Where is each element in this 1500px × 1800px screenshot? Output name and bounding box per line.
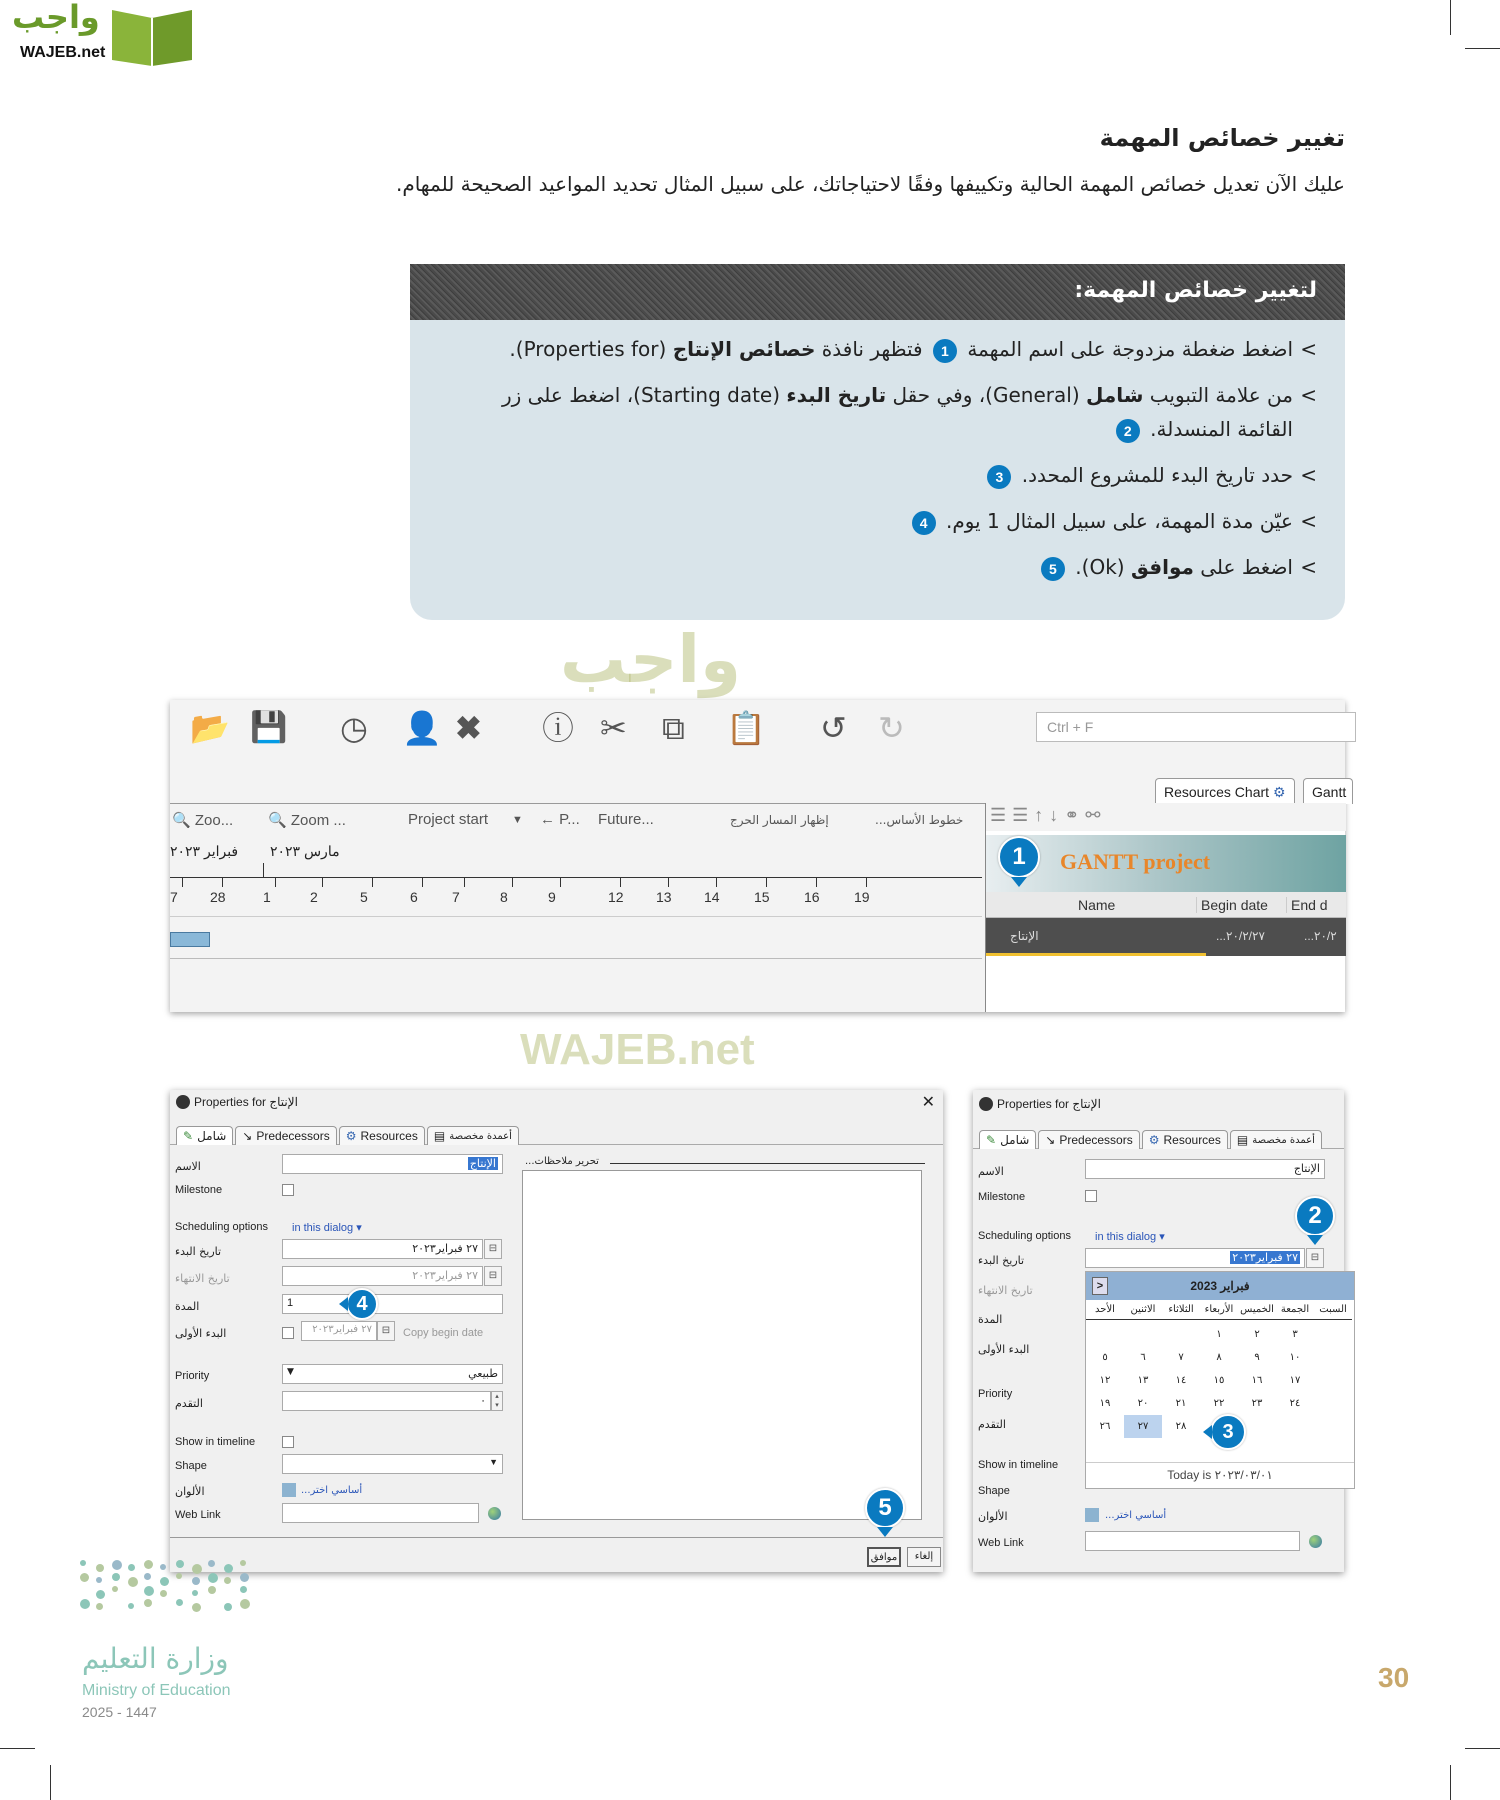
cancel-button[interactable]: إلغاء	[907, 1547, 941, 1567]
start-date-label: تاريخ البدء	[175, 1245, 222, 1258]
step-4: > عيّن مدة المهمة، على سبيل المثال 1 يوم. 4	[440, 504, 1317, 538]
move-down-icon: ↓	[1049, 805, 1065, 825]
priority-select[interactable]: طبيعي ▼	[282, 1364, 503, 1384]
emblem-dot	[144, 1599, 152, 1607]
redo-icon[interactable]: ↻	[878, 710, 905, 746]
calendar-day	[1162, 1323, 1200, 1346]
calendar-day[interactable]: ٧	[1178, 1352, 1184, 1363]
emblem-dot	[176, 1573, 182, 1579]
start-date-field[interactable]: ٢٧ فبراير٢٠٢٣	[282, 1239, 483, 1259]
timeline-day-label: 7	[452, 889, 460, 905]
copy-begin-date-button[interactable]: Copy begin date	[403, 1327, 484, 1339]
save-icon[interactable]: 💾	[250, 711, 288, 744]
timeline-tick	[182, 877, 183, 887]
zoom-in-button[interactable]: 🔍 Zoo...	[172, 812, 234, 829]
app-icon	[979, 1097, 993, 1111]
timeline-day-label: 1	[263, 889, 271, 905]
emblem-dot	[224, 1577, 231, 1584]
month-label: فبراير ٢٠٢٣	[170, 843, 239, 859]
emblem-dot	[240, 1573, 249, 1582]
priority-label: Priority	[175, 1370, 210, 1382]
start-date-label: تاريخ البدء	[978, 1254, 1025, 1267]
calendar-day	[1086, 1323, 1124, 1346]
weblink-label: Web Link	[175, 1509, 221, 1521]
calendar-day[interactable]: ٢٢	[1213, 1398, 1225, 1409]
emblem-dot	[144, 1560, 153, 1569]
copy-icon[interactable]: ⧉	[662, 710, 685, 746]
ministry-name-en: Ministry of Education	[82, 1682, 231, 1699]
intro-paragraph: عليك الآن تعديل خصائص المهمة الحالية وتكييفها وفقًا لاحتياجاتك، على سبيل المثال تحديد المواعيد الصحيحة للمهام.	[395, 172, 1345, 196]
ministry-name-ar: وزارة التعليم	[82, 1642, 229, 1675]
calendar-day[interactable]: ٢٦	[1099, 1421, 1111, 1432]
notes-label: تحرير ملاحظات...	[522, 1156, 602, 1167]
timeline-tick	[275, 877, 276, 887]
calendar-day[interactable]: ١٤	[1175, 1375, 1187, 1386]
past-button[interactable]: ← P...	[540, 811, 580, 828]
crop-mark	[1450, 1765, 1451, 1800]
start-date-field[interactable]: ٢٧ فبراير٢٠٢٣	[1085, 1248, 1305, 1268]
timeline-tick	[620, 877, 621, 887]
shape-label: Shape	[175, 1460, 207, 1472]
emblem-dot	[208, 1560, 215, 1567]
emblem-dot	[96, 1590, 105, 1599]
color-swatch[interactable]	[282, 1483, 296, 1497]
tab-resources-chart[interactable]: Resources Chart ⚙	[1155, 778, 1295, 804]
resources-icon: ⚙	[345, 1129, 357, 1143]
early-start-label: البدء الأولى	[978, 1343, 1030, 1356]
open-folder-icon[interactable]: 📂	[190, 710, 230, 746]
timeline-tick	[512, 877, 513, 887]
color-swatch[interactable]	[1085, 1508, 1099, 1522]
step-number-badge: 5	[1041, 557, 1065, 581]
tab-custom-columns[interactable]: أعمدة مخصصة ▤	[1230, 1130, 1322, 1149]
colors-label: الألوان	[978, 1510, 1008, 1523]
timeline-tick	[372, 877, 373, 887]
search-input[interactable]: Ctrl + F	[1036, 712, 1356, 742]
emblem-dot	[144, 1573, 151, 1580]
chevron-down-icon: ▼	[287, 1367, 294, 1377]
section-heading: تغيير خصائص المهمة	[1099, 124, 1345, 152]
info-icon[interactable]: ⓘ	[542, 710, 575, 746]
calendar-day	[1314, 1323, 1352, 1346]
previous-month-button[interactable]: <	[1092, 1277, 1108, 1295]
end-date-picker-button[interactable]: ⊟	[484, 1266, 502, 1286]
tab-predecessors[interactable]: ↘ Predecessors	[235, 1126, 336, 1145]
instructions-box	[410, 264, 1345, 620]
shape-select[interactable]	[282, 1454, 503, 1474]
emblem-dot	[128, 1577, 138, 1587]
step-number-badge: 4	[912, 511, 936, 535]
col-name: Name	[1078, 897, 1116, 913]
colors-label: الألوان	[175, 1485, 205, 1498]
month-label: مارس ٢٠٢٣	[270, 843, 340, 859]
properties-dialog-duration	[170, 1090, 943, 1572]
timeline-day-label: 14	[704, 889, 720, 905]
timeline-tick	[866, 877, 867, 887]
table-icon: ▤	[433, 1129, 446, 1143]
critical-path-button[interactable]: إظهار المسار الحرج	[730, 813, 829, 827]
emblem-dot	[112, 1586, 118, 1592]
emblem-dot	[80, 1599, 90, 1609]
emblem-dot	[240, 1560, 246, 1566]
end-date-label: تاريخ الانتهاء	[978, 1284, 1033, 1297]
today-label[interactable]: Today is ٢٠٢٣/٠٣/٠١	[1086, 1462, 1354, 1488]
timeline-label: Show in timeline	[978, 1459, 1059, 1471]
calendar-day[interactable]: ٢١	[1175, 1398, 1187, 1409]
calendar-day[interactable]: ١٩	[1099, 1398, 1111, 1409]
link-icon: ⚭	[1064, 805, 1086, 825]
calendar-day	[1314, 1369, 1352, 1392]
table-icon: ▤	[1236, 1133, 1249, 1147]
timeline-day-label: 5	[360, 889, 368, 905]
book-icon	[108, 8, 196, 66]
resources-icon: ⚙	[1148, 1133, 1160, 1147]
calendar-day[interactable]: ٥	[1102, 1352, 1108, 1363]
timeline-day-label: 9	[548, 889, 556, 905]
step-2: > من علامة التبويب شامل (General)، وفي حقل تاريخ البدء (Starting date)، اضغط على زر القائمة المنسدلة. 2	[440, 378, 1317, 446]
emblem-dot	[80, 1573, 89, 1582]
calendar-day	[1276, 1415, 1314, 1438]
weekday-header: الجمعة	[1276, 1300, 1314, 1320]
emblem-dot	[208, 1586, 216, 1594]
step-number-badge: 3	[987, 465, 1011, 489]
weekday-header: الخميس	[1238, 1300, 1276, 1320]
calendar-day[interactable]: ٩	[1254, 1352, 1260, 1363]
crop-mark	[50, 1765, 51, 1800]
calendar-day[interactable]: ٢	[1254, 1329, 1260, 1340]
emblem-dot	[176, 1560, 184, 1568]
wajeb-logo	[8, 0, 198, 68]
duration-label: المدة	[175, 1300, 200, 1313]
page-number: 30	[1378, 1662, 1410, 1693]
calendar-day[interactable]: ٢٠	[1137, 1398, 1149, 1409]
early-start-checkbox[interactable]	[282, 1327, 294, 1339]
timeline-day-label: 6	[410, 889, 418, 905]
unlink-icon: ⚯	[1085, 805, 1107, 825]
calendar-day	[1124, 1323, 1162, 1346]
emblem-dot	[240, 1599, 250, 1609]
scheduling-label: Scheduling options	[978, 1230, 1071, 1242]
instructions-title: لتغيير خصائص المهمة:	[410, 264, 1345, 320]
dialog-title: Properties for الإنتاج	[176, 1095, 298, 1109]
tree-toolbar[interactable]	[986, 803, 1346, 831]
emblem-dot	[160, 1564, 166, 1570]
emblem-dot	[224, 1603, 232, 1611]
scheduling-label: Scheduling options	[175, 1221, 268, 1233]
baselines-button[interactable]: خطوط الأساس...	[875, 813, 964, 827]
emblem-dot	[160, 1590, 167, 1597]
clock-icon[interactable]: ◷	[340, 710, 368, 746]
project-start-button[interactable]: Project start	[408, 811, 489, 828]
duration-label: المدة	[978, 1313, 1003, 1326]
timeline-tick	[560, 877, 561, 887]
ganttproject-logo-band	[986, 835, 1346, 892]
logo-text-ar: واجب	[12, 0, 100, 36]
weekday-header: السبت	[1314, 1300, 1352, 1320]
emblem-dot	[80, 1560, 86, 1566]
progress-field[interactable]: ٠	[282, 1391, 491, 1411]
early-start-label: البدء الأولى	[175, 1327, 227, 1340]
timeline-day-label: 28	[210, 889, 226, 905]
timeline-checkbox[interactable]	[282, 1436, 294, 1448]
task-bar[interactable]	[170, 932, 210, 947]
calendar-day[interactable]: ١٧	[1289, 1375, 1301, 1386]
weekday-header: الأربعاء	[1200, 1300, 1238, 1320]
outdent-icon: ☰	[990, 805, 1013, 825]
emblem-dot	[128, 1564, 135, 1571]
chevron-down-icon: ▼	[489, 1457, 498, 1467]
ganttproject-logo: GANTT project	[1060, 849, 1211, 874]
person-icon[interactable]: 👤	[402, 710, 442, 746]
name-label: الاسم	[175, 1160, 201, 1173]
milestone-checkbox[interactable]	[282, 1184, 294, 1196]
timeline-tick	[464, 877, 465, 887]
notes-textarea[interactable]	[522, 1170, 922, 1520]
timeline-day-label: 15	[754, 889, 770, 905]
timeline-day-label: 12	[608, 889, 624, 905]
choose-color-link[interactable]: أساسي اختر...	[1105, 1510, 1167, 1521]
step-marker-2: 2	[1295, 1196, 1335, 1236]
calendar-day	[1314, 1392, 1352, 1415]
crop-mark	[1465, 1748, 1500, 1749]
timeline-tick	[222, 877, 223, 887]
step-1: > اضغط ضغطة مزدوجة على اسم المهمة 1 فتظهر نافذة خصائص الإنتاج (Properties for).	[440, 332, 1317, 366]
calendar-day[interactable]: ١٠	[1289, 1352, 1301, 1363]
timeline-tick	[322, 877, 323, 887]
name-field[interactable]: الإنتاج	[1085, 1159, 1325, 1179]
tab-predecessors[interactable]: ↘ Predecessors	[1038, 1130, 1139, 1149]
app-icon	[176, 1095, 190, 1109]
future-button[interactable]: Future...	[598, 811, 654, 828]
progress-label: التقدم	[175, 1397, 203, 1410]
calendar-day[interactable]: ١٦	[1251, 1375, 1263, 1386]
ministry-logo	[80, 1560, 280, 1730]
calendar-day[interactable]: ٢٤	[1289, 1398, 1301, 1409]
emblem-dot	[192, 1603, 201, 1612]
task-name: الإنتاج	[1010, 929, 1039, 943]
ok-button[interactable]: موافق	[867, 1547, 901, 1567]
name-field[interactable]: الإنتاج	[282, 1154, 503, 1174]
timeline-day-label: 13	[656, 889, 672, 905]
task-begin: ...٢٠/٢/٢٧	[1216, 929, 1265, 943]
milestone-label: Milestone	[978, 1191, 1026, 1203]
task-tree-panel	[985, 803, 1345, 1012]
calendar-day[interactable]: ٢٨	[1175, 1421, 1187, 1432]
weekday-header: الثلاثاء	[1162, 1300, 1200, 1320]
scheduling-dropdown[interactable]: in this dialog ▾	[292, 1222, 362, 1234]
emblem-dot	[224, 1564, 233, 1573]
step-5: > اضغط على موافق (Ok). 5	[440, 550, 1317, 584]
choose-color-link[interactable]: أساسي اختر...	[301, 1485, 363, 1496]
step-3: > حدد تاريخ البدء للمشروع المحدد. 3	[440, 458, 1317, 492]
calendar-day[interactable]: ١٥	[1213, 1375, 1225, 1386]
weblink-label: Web Link	[978, 1537, 1024, 1549]
timeline-day-label: 16	[804, 889, 820, 905]
watermark: WAJEB.net	[520, 1025, 755, 1074]
chevron-down-icon[interactable]: ▼	[512, 814, 523, 826]
calendar-day[interactable]: ١٣	[1137, 1375, 1149, 1386]
dialog-title: Properties for الإنتاج	[979, 1097, 1101, 1111]
timeline-tick	[766, 877, 767, 887]
emblem-dot	[192, 1577, 200, 1585]
milestone-label: Milestone	[175, 1184, 223, 1196]
emblem-dot	[208, 1573, 218, 1583]
col-begin: Begin date	[1196, 897, 1268, 913]
calendar-day[interactable]: ٣	[1292, 1329, 1298, 1340]
date-picker-calendar	[1085, 1271, 1355, 1489]
emblem-dot	[160, 1577, 169, 1586]
crop-mark	[0, 1748, 35, 1749]
ministry-year: 2025 - 1447	[82, 1704, 157, 1720]
zoom-out-button[interactable]: 🔍 Zoom ...	[268, 812, 346, 829]
calendar-day[interactable]: ١٢	[1099, 1375, 1111, 1386]
emblem-dot	[96, 1564, 104, 1572]
table-header	[986, 892, 1346, 918]
indent-icon: ☰	[1012, 805, 1035, 825]
calendar-day	[1314, 1415, 1352, 1438]
name-label: الاسم	[978, 1165, 1004, 1178]
timeline-tick	[716, 877, 717, 887]
emblem-dot	[192, 1564, 202, 1574]
timeline-day-label: 7	[170, 889, 178, 905]
logo-text-en: WAJEB.net	[20, 44, 106, 61]
timeline-day-label: 8	[500, 889, 508, 905]
undo-icon[interactable]: ↺	[820, 710, 847, 746]
early-start-picker-button[interactable]: ⊟	[377, 1321, 395, 1341]
duration-field[interactable]: 1	[282, 1294, 503, 1314]
globe-icon[interactable]	[488, 1507, 501, 1520]
start-date-picker-button[interactable]: ⊟	[484, 1239, 502, 1259]
tab-gantt[interactable]: Gantt	[1303, 778, 1353, 804]
end-date-field[interactable]: ٢٧ فبراير٢٠٢٣	[282, 1266, 483, 1286]
emblem-dot	[96, 1577, 102, 1583]
progress-label: التقدم	[978, 1418, 1006, 1431]
calendar-day	[1314, 1346, 1352, 1369]
milestone-checkbox[interactable]	[1085, 1190, 1097, 1202]
step-marker-3: 3	[1210, 1414, 1246, 1450]
arrow-icon: ↘	[1045, 1133, 1056, 1147]
timeline-day-label: 2	[310, 889, 318, 905]
task-end: ...٢٠/٢	[1304, 929, 1337, 943]
paste-icon[interactable]: 📋	[726, 710, 766, 746]
step-marker-5: 5	[865, 1488, 905, 1528]
watermark: واجب	[560, 621, 742, 698]
weekday-header: الاثنين	[1124, 1300, 1162, 1320]
calendar-day[interactable]: ٢٣	[1251, 1398, 1263, 1409]
timeline-tick	[668, 877, 669, 887]
early-start-field[interactable]: ٢٧ فبراير٢٠٢٣	[301, 1321, 377, 1341]
calendar-month-label: فبراير 2023	[1190, 1279, 1250, 1293]
emblem-dot	[240, 1586, 247, 1593]
timeline-day-label: 19	[854, 889, 870, 905]
emblem-dot	[192, 1590, 198, 1596]
scheduling-dropdown[interactable]: in this dialog ▾	[1095, 1231, 1165, 1243]
weblink-field[interactable]	[1085, 1531, 1300, 1551]
step-marker-4: 4	[346, 1288, 378, 1320]
delete-icon[interactable]: ✖	[455, 710, 482, 746]
tab-custom-columns[interactable]: أعمدة مخصصة ▤	[427, 1126, 519, 1145]
properties-dialog-calendar	[973, 1090, 1347, 1572]
calendar-day[interactable]: ١	[1216, 1329, 1222, 1340]
emblem-dot	[176, 1599, 183, 1606]
step-marker-1: 1	[998, 836, 1040, 878]
calendar-day[interactable]: ٨	[1216, 1352, 1222, 1363]
emblem-dot	[112, 1560, 122, 1570]
calendar-day[interactable]: ٢٧	[1124, 1415, 1162, 1438]
progress-spinner[interactable]: ▴ ▾	[491, 1391, 503, 1411]
tab-resources[interactable]: ⚙ Resources	[1142, 1130, 1228, 1149]
emblem-dot	[128, 1603, 134, 1609]
end-date-label: تاريخ الانتهاء	[175, 1272, 230, 1285]
tab-general[interactable]: شامل ✎	[979, 1130, 1036, 1149]
arrow-icon: ↘	[242, 1129, 253, 1143]
close-icon[interactable]: ✕	[921, 1094, 935, 1111]
step-number-badge: 2	[1116, 419, 1140, 443]
priority-label: Priority	[978, 1388, 1013, 1400]
globe-icon[interactable]	[1309, 1535, 1322, 1548]
edit-icon: ✎	[986, 1133, 997, 1147]
weblink-field[interactable]	[282, 1503, 479, 1523]
shape-label: Shape	[978, 1485, 1010, 1497]
calendar-day[interactable]: ٦	[1140, 1352, 1146, 1363]
cut-icon[interactable]: ✂	[600, 710, 627, 746]
crop-mark	[1465, 48, 1500, 49]
tab-general[interactable]: شامل ✎	[176, 1126, 233, 1145]
emblem-dot	[144, 1586, 154, 1596]
tab-resources[interactable]: ⚙ Resources	[339, 1126, 425, 1145]
emblem-dot	[96, 1603, 103, 1610]
timeline-label: Show in timeline	[175, 1436, 256, 1448]
move-up-icon: ↑	[1034, 805, 1050, 825]
start-date-picker-button[interactable]: ⊟	[1306, 1248, 1324, 1268]
table-row[interactable]	[986, 918, 1346, 956]
timeline-tick	[816, 877, 817, 887]
emblem-dot	[112, 1573, 120, 1581]
edit-icon: ✎	[183, 1129, 194, 1143]
resources-icon: ⚙	[1272, 784, 1286, 800]
crop-mark	[1450, 0, 1451, 35]
ministry-dots-emblem	[80, 1560, 270, 1620]
weekday-header: الأحد	[1086, 1300, 1124, 1320]
step-number-badge: 1	[933, 339, 957, 363]
ganttproject-window	[170, 700, 1345, 1012]
col-end: End d	[1286, 897, 1328, 913]
timeline-tick	[422, 877, 423, 887]
